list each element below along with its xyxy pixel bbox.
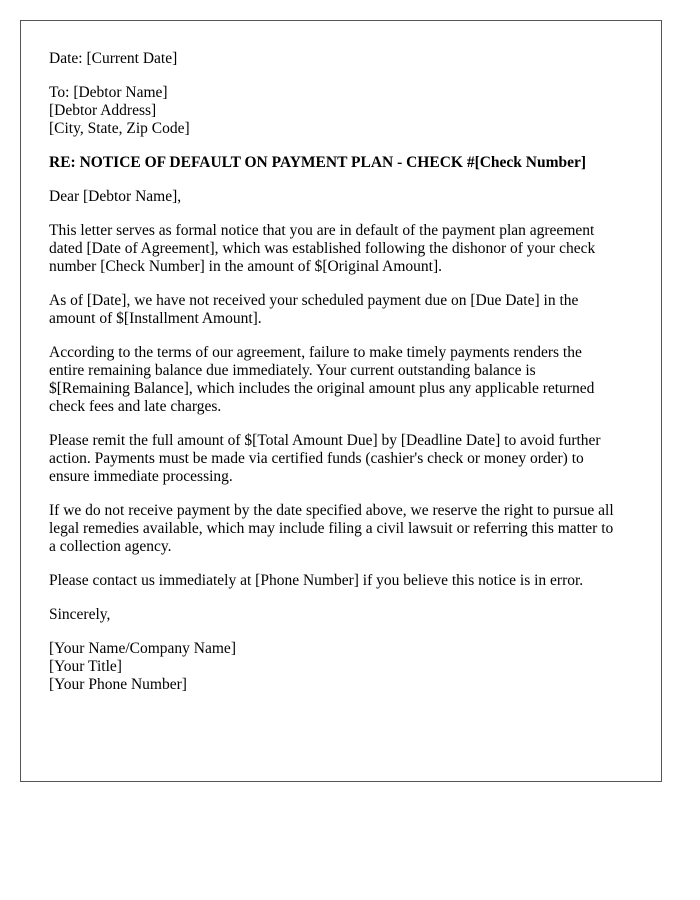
paragraph-line: As of [Date], we have not received your scheduled payment due on [Due Date] in the [49,292,579,309]
body-paragraph-balance [49,344,633,416]
recipient-block [49,84,633,138]
paragraph-line: $[Remaining Balance], which includes the original amount plus any applicable returned [49,380,595,397]
paragraph-line: This letter serves as formal notice that you are in default of the payment plan agreement [49,222,595,239]
paragraph-line: dated [Date of Agreement], which was established following the dishonor of your check [49,240,596,257]
paragraph-line: ensure immediate processing. [49,468,233,485]
paragraph-line: legal remedies available, which may include filing a civil lawsuit or referring this matter to [49,520,614,537]
body-paragraph-missed-payment [49,292,633,328]
paragraph-line: entire remaining balance due immediately. Your current outstanding balance is [49,362,536,379]
date-line: Date: [Current Date] [49,50,178,67]
letter-page [20,20,662,782]
salutation-text: Dear [Debtor Name], [49,188,182,205]
body-paragraph-contact [49,572,633,590]
paragraph-line: According to the terms of our agreement, failure to make timely payments renders the [49,344,582,361]
recipient-to-line: To: [Debtor Name] [49,84,168,101]
body-paragraph-remit [49,432,633,486]
signature-name: [Your Name/Company Name] [49,640,236,657]
paragraph-line: a collection agency. [49,538,172,555]
recipient-city-line: [City, State, Zip Code] [49,120,190,137]
recipient-address-line: [Debtor Address] [49,102,157,119]
body-paragraph-default-notice [49,222,633,276]
paragraph-line: Please remit the full amount of $[Total Amount Due] by [Deadline Date] to avoid further [49,432,601,449]
closing [49,606,633,624]
paragraph-line: If we do not receive payment by the date specified above, we reserve the right to pursue all [49,502,614,519]
signature-block [49,640,633,694]
signature-title: [Your Title] [49,658,122,675]
salutation [49,188,633,206]
subject-line: RE: NOTICE OF DEFAULT ON PAYMENT PLAN - CHECK #[Check Number] [49,154,587,171]
signature-phone: [Your Phone Number] [49,676,187,693]
paragraph-line: check fees and late charges. [49,398,222,415]
date-block [49,50,633,68]
paragraph-line: action. Payments must be made via certified funds (cashier's check or money order) to [49,450,584,467]
closing-text: Sincerely, [49,606,111,623]
paragraph-line: Please contact us immediately at [Phone Number] if you believe this notice is in error. [49,572,584,589]
body-paragraph-legal-remedies [49,502,633,556]
paragraph-line: number [Check Number] in the amount of $[Original Amount]. [49,258,443,275]
paragraph-line: amount of $[Installment Amount]. [49,310,262,327]
